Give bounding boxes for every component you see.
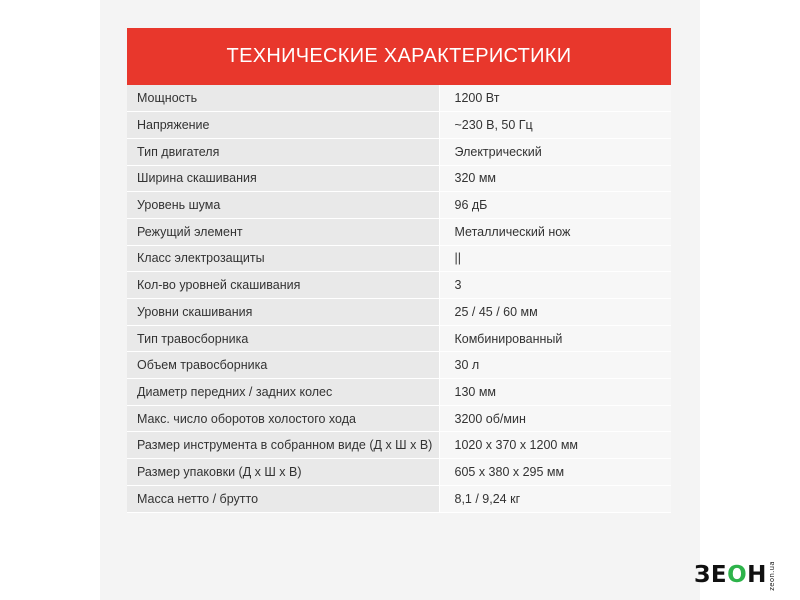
spec-name: Кол-во уровней скашивания: [127, 272, 439, 299]
spec-value: 25 / 45 / 60 мм: [439, 299, 671, 326]
spec-value: 96 дБ: [439, 192, 671, 219]
spec-row: [127, 485, 671, 512]
spec-name: Объем травосборника: [127, 352, 439, 379]
spec-name: Тип травосборника: [127, 325, 439, 352]
spec-name: Мощность: [127, 85, 439, 112]
spec-name: Уровень шума: [127, 192, 439, 219]
spec-value: 30 л: [439, 352, 671, 379]
spec-name: Ширина скашивания: [127, 165, 439, 192]
spec-value: 1200 Вт: [439, 85, 671, 112]
spec-name: Режущий элемент: [127, 218, 439, 245]
spec-row: [127, 405, 671, 432]
spec-name: Макс. число оборотов холостого хода: [127, 405, 439, 432]
spec-value: 605 х 380 х 295 мм: [439, 459, 671, 486]
spec-value: Электрический: [439, 138, 671, 165]
spec-value: 320 мм: [439, 165, 671, 192]
spec-row: [127, 245, 671, 272]
spec-value: Металлический нож: [439, 218, 671, 245]
spec-row: [127, 165, 671, 192]
spec-name: Размер инструмента в собранном виде (Д х Ш х В): [127, 432, 439, 459]
spec-row: [127, 352, 671, 379]
spec-name: Класс электрозащиты: [127, 245, 439, 272]
spec-row: [127, 459, 671, 486]
spec-row: [127, 218, 671, 245]
spec-row: [127, 112, 671, 139]
logo-text-accent: О: [727, 562, 748, 589]
spec-value: 3: [439, 272, 671, 299]
logo-domain: zeon.ua: [767, 561, 776, 591]
spec-title: ТЕХНИЧЕСКИЕ ХАРАКТЕРИСТИКИ: [127, 28, 671, 85]
spec-name: Диаметр передних / задних колес: [127, 379, 439, 406]
logo-text-part1: ЗЕ: [694, 562, 728, 589]
zeon-logo: [694, 561, 776, 591]
spec-row: [127, 192, 671, 219]
spec-row: [127, 325, 671, 352]
spec-name: Уровни скашивания: [127, 299, 439, 326]
spec-name: Напряжение: [127, 112, 439, 139]
spec-name: Размер упаковки (Д х Ш х В): [127, 459, 439, 486]
spec-value: 1020 х 370 х 1200 мм: [439, 432, 671, 459]
spec-card: [127, 28, 671, 513]
logo-text-part2: Н: [747, 562, 767, 589]
spec-row: [127, 138, 671, 165]
spec-name: Тип двигателя: [127, 138, 439, 165]
spec-value: 3200 об/мин: [439, 405, 671, 432]
spec-row: [127, 272, 671, 299]
spec-name: Масса нетто / брутто: [127, 485, 439, 512]
spec-value: ||: [439, 245, 671, 272]
spec-value: 8,1 / 9,24 кг: [439, 485, 671, 512]
logo-wordmark: [694, 564, 767, 587]
spec-value: Комбинированный: [439, 325, 671, 352]
spec-row: [127, 432, 671, 459]
spec-value: 130 мм: [439, 379, 671, 406]
spec-table: [127, 85, 671, 513]
spec-row: [127, 379, 671, 406]
spec-value: ~230 В, 50 Гц: [439, 112, 671, 139]
spec-row: [127, 85, 671, 112]
spec-row: [127, 299, 671, 326]
